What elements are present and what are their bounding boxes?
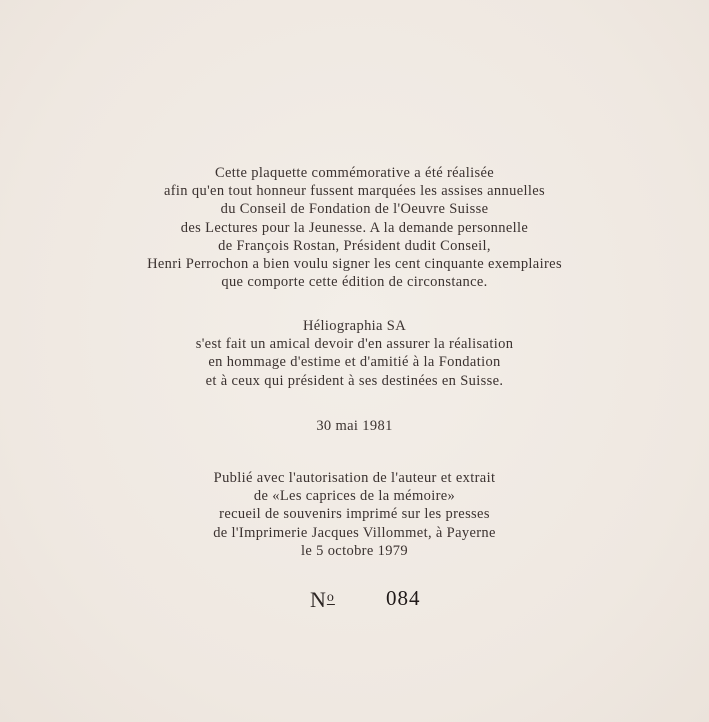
text-line: de l'Imprimerie Jacques Villommet, à Payerne [213, 524, 496, 541]
date-paragraph [0, 417, 709, 435]
text-line: de «Les caprices de la mémoire» [253, 488, 456, 505]
text-line: Cette plaquette commémorative a été réalisée [214, 165, 495, 181]
text-line: recueil de souvenirs imprimé sur les presses [219, 506, 490, 523]
numero-sign [310, 584, 335, 614]
text-line: des Lectures pour la Jeunesse. A la demande personnelle [180, 219, 529, 236]
text-line: afin qu'en tout honneur fussent marquées les assises annuelles [163, 183, 546, 200]
publication-paragraph [0, 469, 709, 560]
text-line: et à ceux qui président à ses destinées en Suisse. [205, 372, 504, 389]
text-line: Héliographia SA [302, 318, 407, 334]
text-line: du Conseil de Fondation de l'Oeuvre Suisse [220, 201, 489, 218]
text-line: que comporte cette édition de circonstance. [221, 274, 488, 291]
text-line: Henri Perrochon a bien voulu signer les cent cinquante exemplaires [147, 255, 562, 272]
date-line: 30 mai 1981 [316, 418, 393, 434]
dedication-paragraph [0, 164, 709, 291]
numero-superscript: o [326, 590, 335, 605]
edition-number [0, 584, 709, 614]
text-line: en hommage d'estime et d'amitié à la Fondation [208, 354, 501, 371]
text-line: s'est fait un amical devoir d'en assurer la réalisation [195, 336, 514, 353]
text-line: de François Rostan, Président dudit Conseil, [218, 237, 491, 254]
copy-number: 084 [386, 586, 421, 610]
text-line: Publié avec l'autorisation de l'auteur et extrait [213, 470, 496, 486]
numero-letter: N [310, 587, 327, 612]
text-line: le 5 octobre 1979 [300, 542, 409, 559]
printer-paragraph [0, 317, 709, 390]
